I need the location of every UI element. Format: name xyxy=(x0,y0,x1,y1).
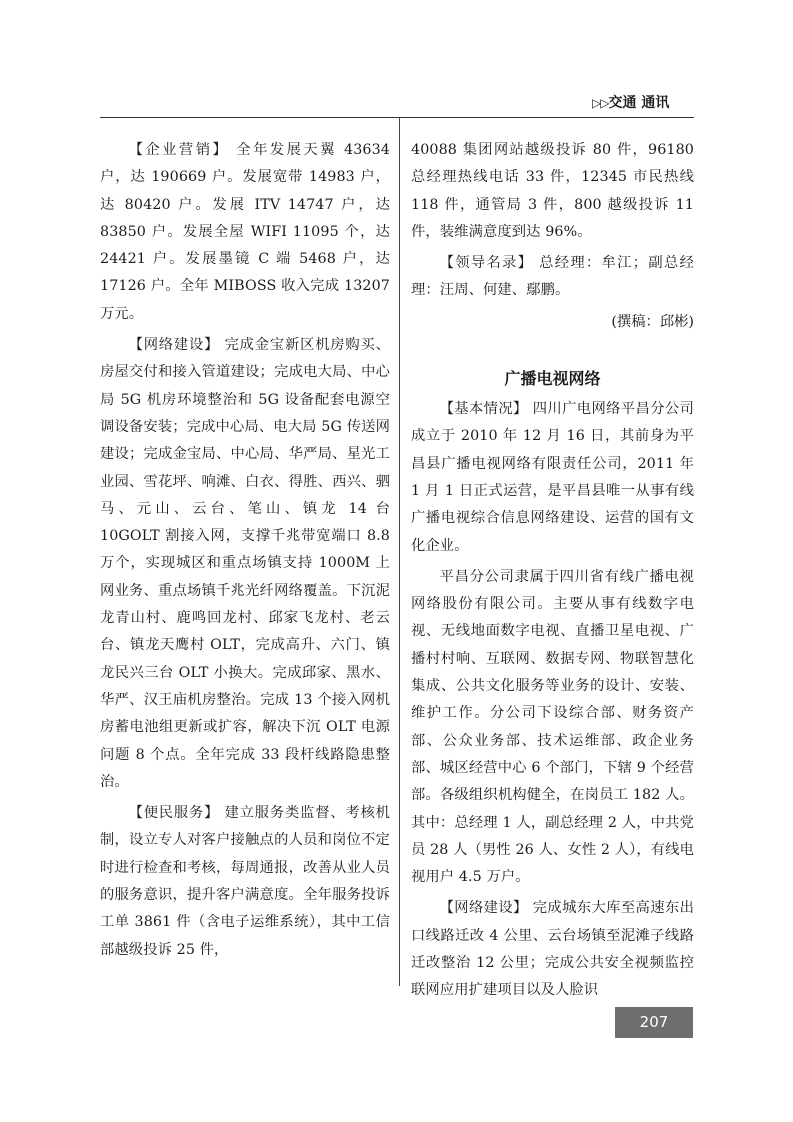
left-column xyxy=(100,137,390,968)
section-label: 【网络建设】 xyxy=(128,337,220,354)
paragraph-text: 建立服务类监督、考核机制，设立专人对客户接触点的人员和岗位不定时进行检查和考核，每周通报，改善从业人员的服务意识，提升客户满意度。全年服务投诉工单 3861 件（含电子运维系统），其中工信部越级投诉 25 件， xyxy=(100,805,390,958)
section-label: 【企业营销】 xyxy=(128,142,230,158)
page-number: 207 xyxy=(615,1007,693,1038)
section-label: 【基本情况】 xyxy=(439,401,528,418)
paragraph-continuation: 40088 集团网站越级投诉 80 件，96180 总经理热线电话 33 件，12345 市民热线 118 件，通管局 3 件，800 越级投诉 11 件，装维满意度到达 96%。 xyxy=(411,142,694,240)
running-header xyxy=(592,92,712,114)
paragraph-company-profile xyxy=(411,564,694,892)
section-label: 【领导名录】 xyxy=(439,255,534,272)
paragraph-text: 完成城东大库至高速东出口线路迁改 4 公里、云台场镇至泥滩子线路迁改整治 12 公里；完成公共安全视频监控联网应用扩建项目以及人脸识 xyxy=(411,900,694,999)
section-title: 广播电视网络 xyxy=(504,369,601,389)
paragraph-basic-info xyxy=(411,396,694,560)
paragraph-text: 平昌分公司隶属于四川省有线广播电视网络股份有限公司。主要从事有线数字电视、无线地面数字电视、直播卫星电视、广播村村响、互联网、数据专网、物联智慧化集成、公共文化服务等业务的设计、安装、维护工作。分公司下设综合部、财务资产部、公众业务部、技术运维部、政企业务部、城区经营中心 6 个部门，下辖 9 个经营部。各级组织机构健全，在岗员工 182 人。其中：总经理 1 人，副总经理 2 人，中共党员 28 人（男性 26 人、女性 2 人），有线电视用户 4.5 万户。 xyxy=(411,568,694,886)
paragraph-text: 总经理：牟江；副总经理：汪周、何建、鄢鹏。 xyxy=(411,255,694,299)
paragraph-enterprise-marketing xyxy=(100,137,390,328)
section-label: 【网络建设】 xyxy=(439,900,528,917)
paragraph-network-construction xyxy=(100,332,390,796)
paragraph-network-construction-2 xyxy=(411,895,694,1004)
author-signature: (撰稿：邱彬) xyxy=(611,313,694,330)
column-divider xyxy=(399,118,400,986)
paragraph-text: 全年发展天翼 43634 户，达 190669 户。发展宽带 14983 户，达 80420 户。发展 ITV 14747 户，达 83850 户。发展全屋 WIFI 11095 个，达 24421 户。发展墨镜 C 端 5468 户，达 17126 户。全年 MIBOSS 收入完成 13207 万元。 xyxy=(100,142,390,322)
paragraph-text: 完成金宝新区机房购买、房屋交付和接入管道建设；完成电大局、中心局 5G 机房环境整治和 5G 设备配套电源空调设备安装；完成中心局、电大局 5G 传送网建设；完成金宝局、中心局、华严局、星光工业园、雪花坪、响滩、白衣、得胜、西兴、驷马、元山、云台、笔山、镇龙 14 台 10GOLT 割接入网，支撑千兆带宽端口 8.8 万个，实现城区和重点场镇支持 1000M 上网业务、重点场镇千兆光纤网络覆盖。下沉泥龙青山村、鹿鸣回龙村、邱家飞龙村、老云台、镇龙天鹰村 OLT，完成高升、六门、镇龙民兴三台 OLT 小换大。完成邱家、黑水、华严、汉王庙机房整治。完成 13 个接入网机房蓄电池组更新或扩容，解决下沉 OLT 电源问题 8 个点。全年完成 33 段杆线路隐患整治。 xyxy=(100,337,390,790)
double-triangle-icon: ▷▷ xyxy=(592,96,609,110)
section-label: 【便民服务】 xyxy=(128,805,220,822)
right-column xyxy=(411,137,694,1009)
header-rule xyxy=(100,117,694,118)
paragraph-leaders xyxy=(411,250,694,305)
paragraph-text: 四川广电网络平昌分公司成立于 2010 年 12 月 16 日，其前身为平昌县广播电视网络有限责任公司，2011 年 1 月 1 日正式运营，是平昌县唯一从事有线广播电视综合信息网络建设、运营的国有文化企业。 xyxy=(411,401,694,554)
header-section-title: 交通 通讯 xyxy=(608,95,670,111)
paragraph-public-service xyxy=(100,800,390,964)
